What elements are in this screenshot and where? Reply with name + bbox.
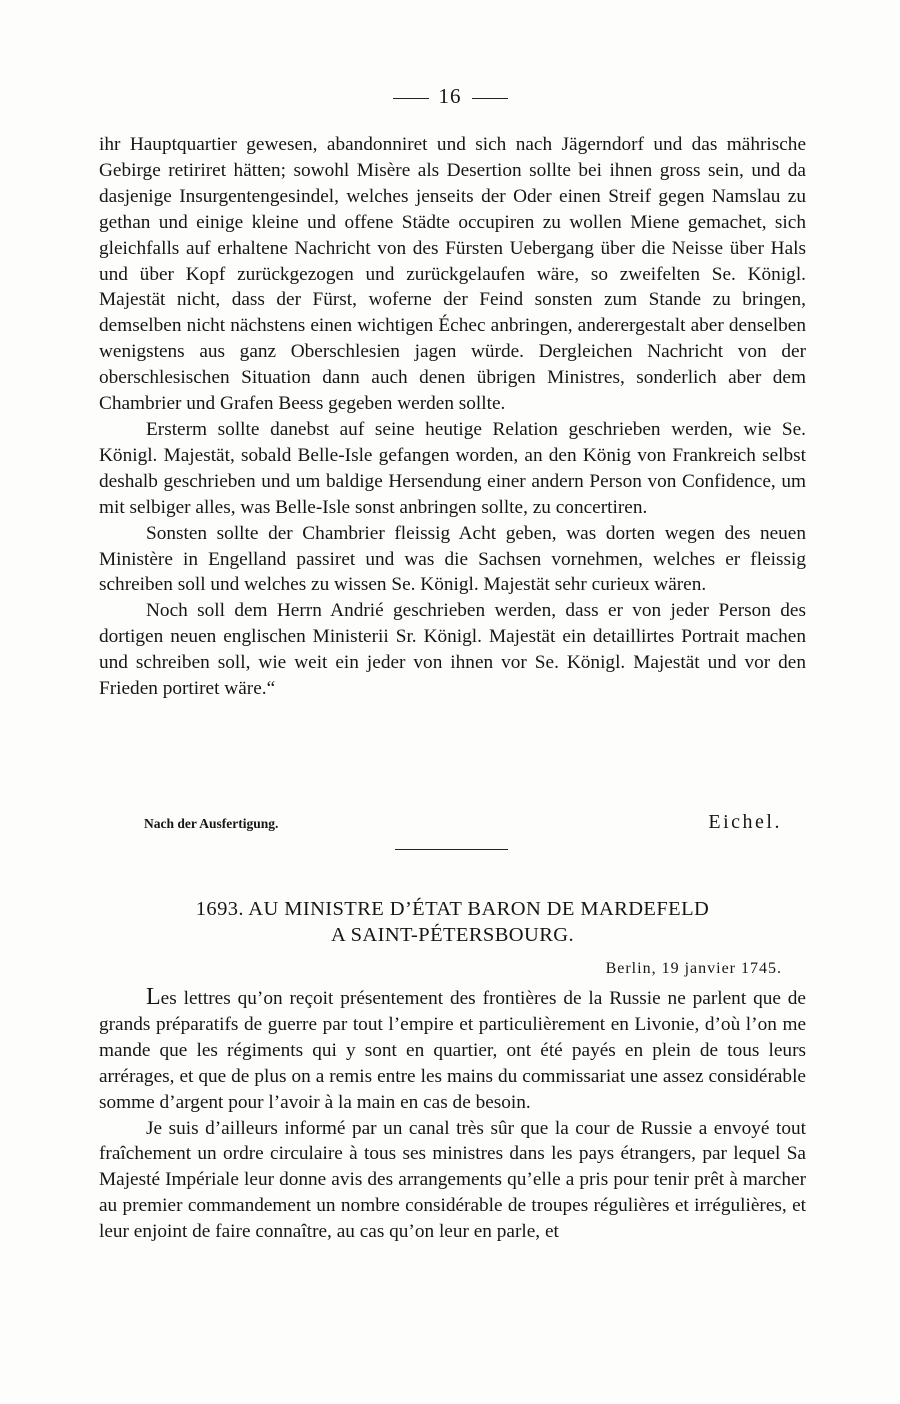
- french-paragraph: Je suis d’ailleurs informé par un canal très sûr que la cour de Russie a envoyé tout fraîchement un ordre circulaire à tous ses ministres dans les pays étrangers, par lequel Sa Majesté Impériale leur donne avis des arrangements qu’elle a pris pour tenir prêt à marcher au premier commandement un nombre considérable de troupes régulières et irrégulières, et leur enjoint de faire connaître, au cas qu’on leur en parle, et: [99, 1117, 806, 1243]
- page-number: 16: [438, 84, 462, 108]
- header-dash-left: [393, 98, 429, 99]
- header-dash-right: [472, 98, 508, 99]
- source-note: Nach der Ausfertigung.: [144, 816, 279, 831]
- document-heading-line1: 1693. AU MINISTRE D’ÉTAT BARON DE MARDEFELD: [195, 898, 710, 920]
- french-body: [99, 985, 806, 1245]
- letter-paragraph: Ersterm sollte danebst auf seine heutige Relation geschrieben werden, wie Se. Königl. Majestät, sobald Belle-Isle gefangen worden, an den König von Frankreich selbst deshalb geschrieben und um baldige Hersendung einer andern Person von Confidence, um mit selbiger alles, was Belle-Isle sonst anbringen sollte, zu concertiren.: [99, 418, 806, 518]
- date: 19 janvier 1745.: [661, 960, 782, 977]
- section-separator: [395, 849, 508, 850]
- letter-paragraph: ihr Hauptquartier gewesen, abandonniret und sich nach Jägerndorf und das mährische Gebirge retiriret hätten; sowohl Misère als Desertion sollte bei ihnen gross sein, und da dasjenige Insurgentengesindel, welches jenseits der Oder einen Streif gegen Namslau zu gethan und einige kleine und offene Städte occupiren zu wollen Miene gemachet, sich gleichfalls auf erhaltene Nachricht von des Fürsten Uebergang über die Neisse über Hals und über Kopf zurückgezogen und zurückgelaufen wäre, so zweifelten Se. Königl. Majestät nicht, dass der Fürst, woferne der Feind sonsten zum Stande zu bringen, demselben nicht nächstens einen wichtigen Échec anbringen, anderergestalt aber denselben wenigstens aus ganz Oberschlesien jagen würde. Dergleichen Nachricht von der oberschlesischen Situation dann auch denen übrigen Ministres, sonderlich aber dem Chambrier und Grafen Beess gegeben werden sollte.: [99, 134, 806, 415]
- document-heading-line2: A SAINT-PÉTERSBOURG.: [330, 924, 575, 946]
- letter-body: [99, 132, 806, 702]
- french-paragraph: Les lettres qu’on reçoit présentement des frontières de la Russie ne parlent que de grands préparatifs de guerre par tout l’empire et particulièrement en Livonie, d’où l’on me mande que les régiments qui y sont en quartier, ont été payés en plein de tous leurs arrérages, et que de plus on a remis entre les mains du commissariat une assez considérable somme d’argent pour l’avoir à la main en cas de besoin.: [99, 984, 806, 1113]
- letter-paragraph: Sonsten sollte der Chambrier fleissig Acht geben, was dorten wegen des neuen Ministère in Engelland passiret und was die Sachsen vornehmen, welches er fleissig schreiben soll und welches zu wissen Se. Königl. Majestät sehr curieux wären.: [99, 522, 806, 596]
- place-date: [606, 960, 782, 978]
- page-header: [0, 84, 900, 109]
- signature: Eichel.: [708, 811, 782, 833]
- place: Berlin,: [605, 960, 657, 977]
- letter-paragraph: Noch soll dem Herrn Andrié geschrieben werden, dass er von jeder Person des dortigen neuen englischen Ministerii Sr. Königl. Majestät ein detaillirtes Portrait machen und schreiben soll, wie weit ein jeder von ihnen vor Se. Königl. Majestät und vor den Frieden portiret wäre.“: [99, 600, 806, 700]
- document-heading: [99, 896, 806, 948]
